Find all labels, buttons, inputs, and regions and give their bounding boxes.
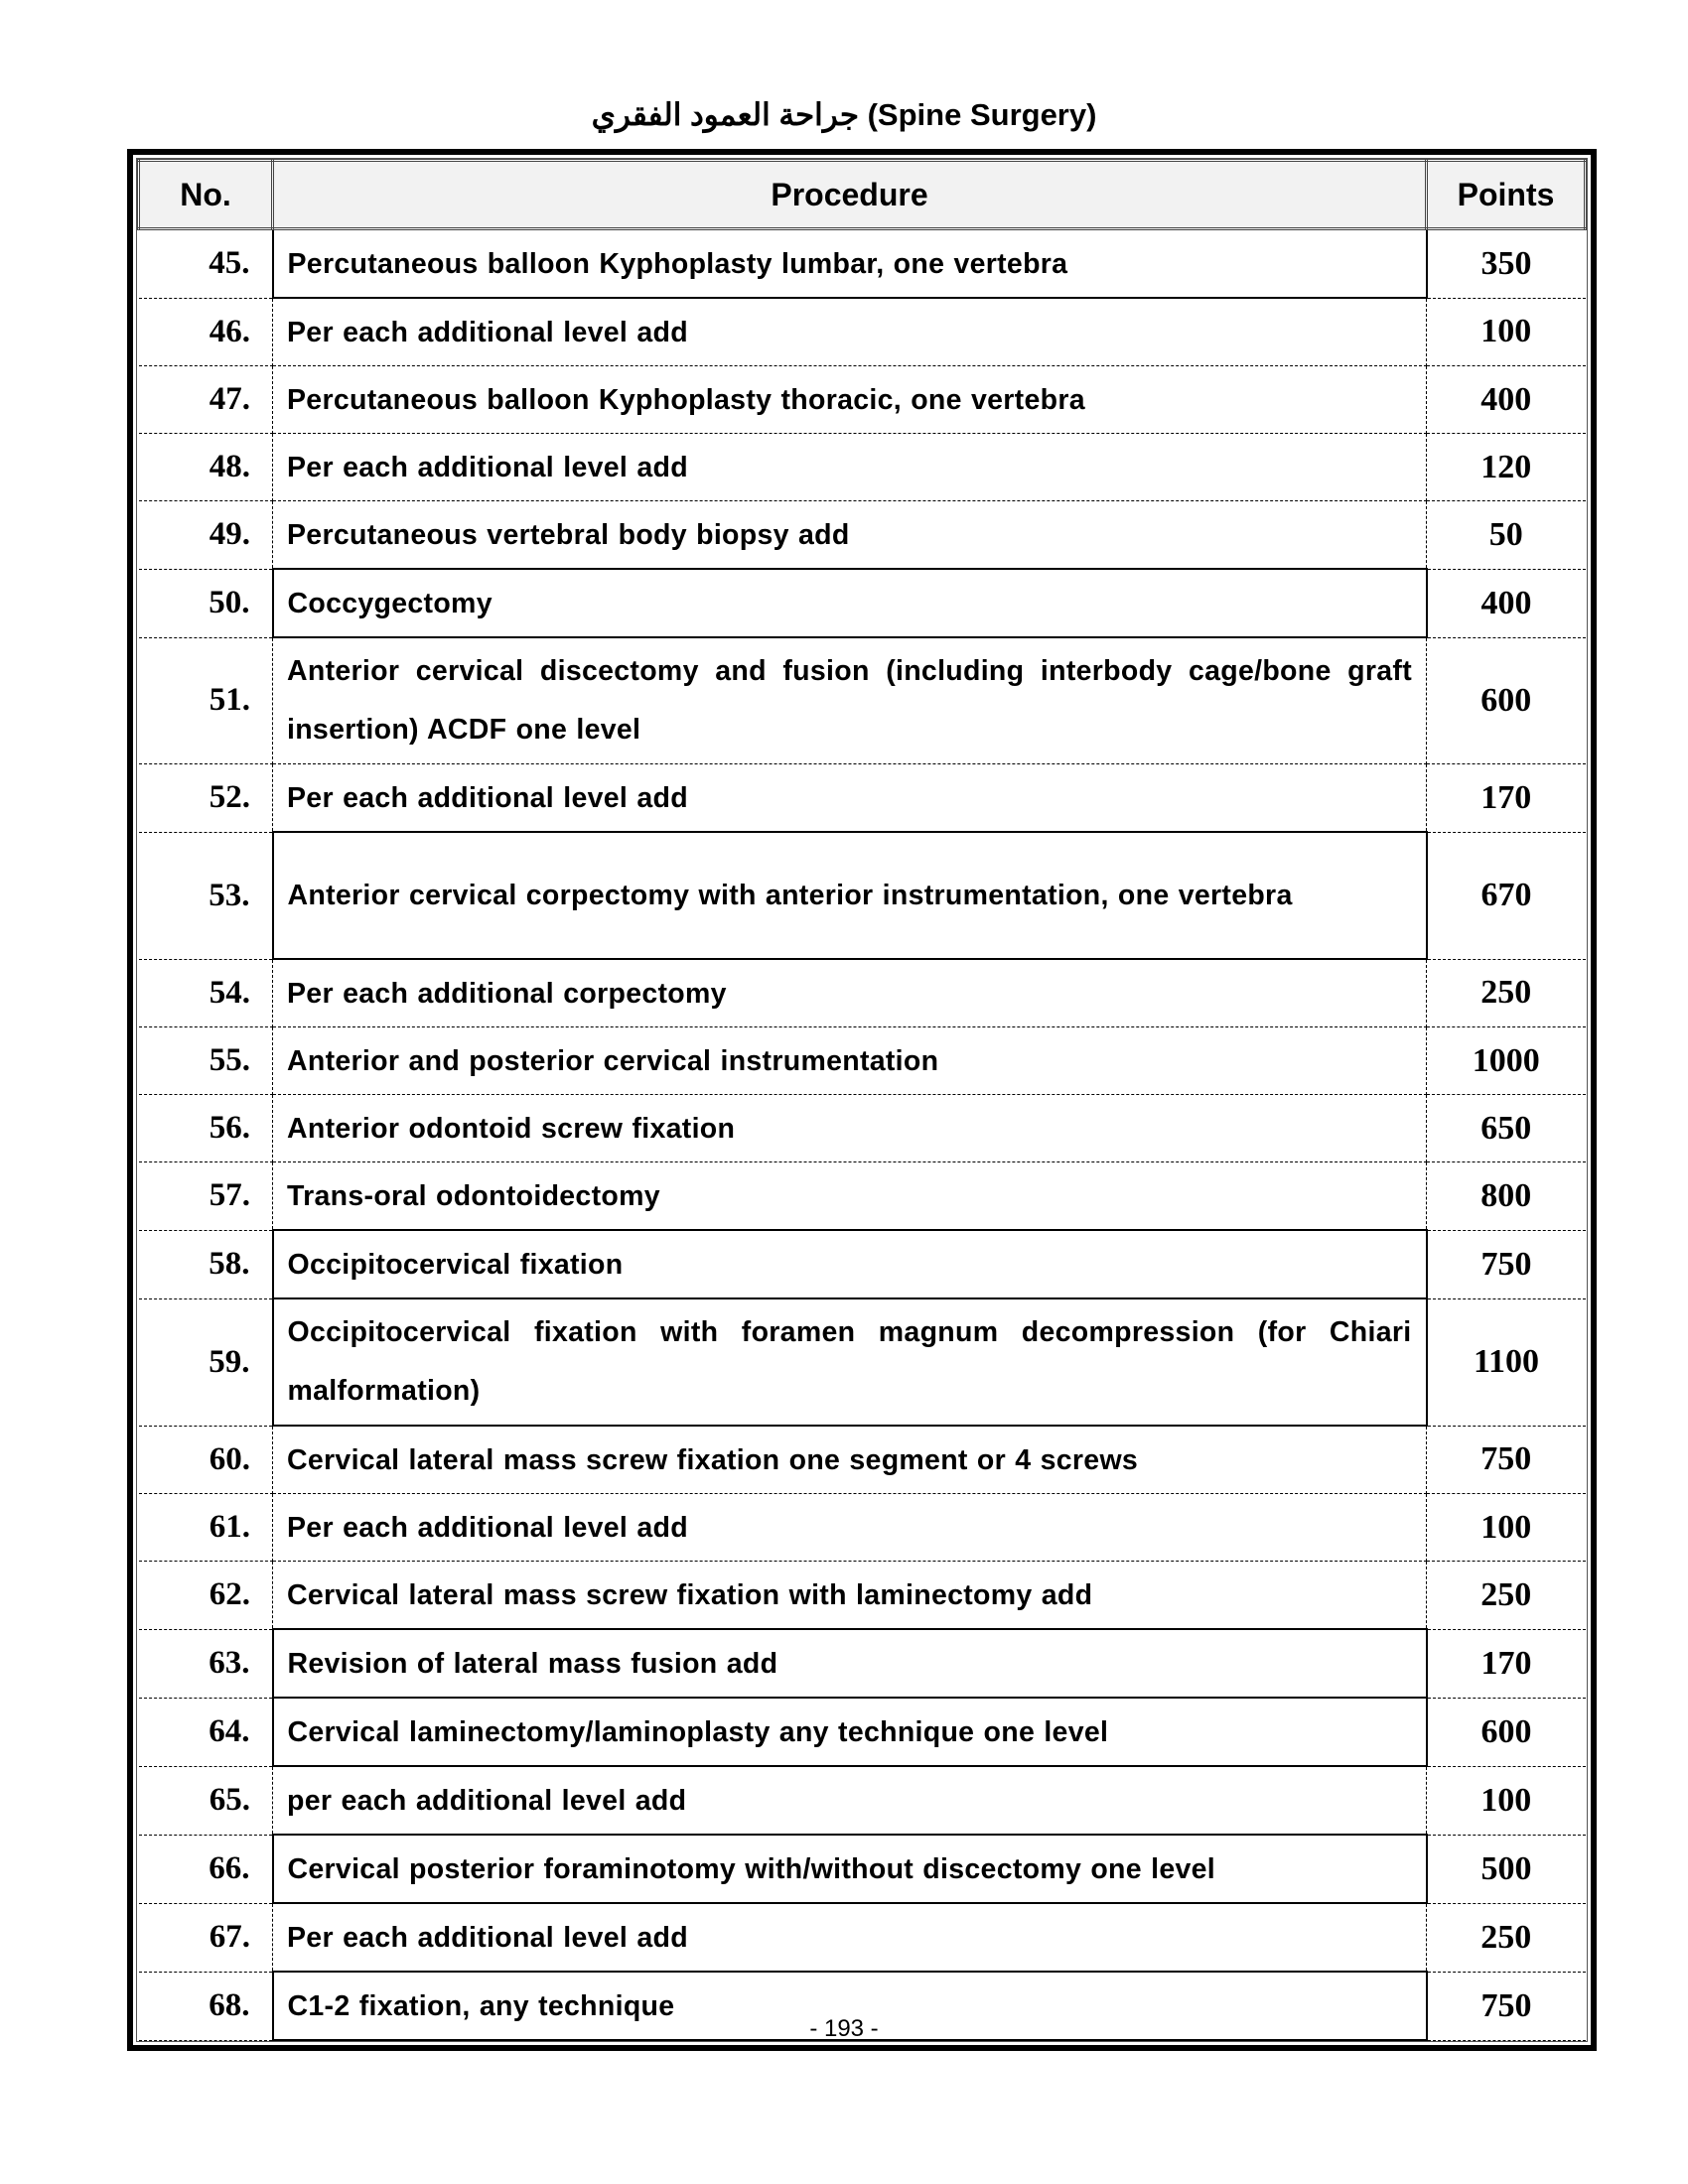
row-number: 53. bbox=[139, 832, 273, 959]
row-procedure: Cervical posterior foraminotomy with/without discectomy one level bbox=[273, 1835, 1427, 1903]
row-points: 750 bbox=[1427, 1972, 1586, 2040]
table-row bbox=[139, 1095, 1586, 1162]
table-row bbox=[139, 1629, 1586, 1698]
table-row bbox=[139, 1298, 1586, 1426]
row-points: 170 bbox=[1427, 1629, 1586, 1698]
row-procedure: Anterior odontoid screw fixation bbox=[273, 1095, 1427, 1162]
procedure-table bbox=[137, 159, 1587, 2041]
row-procedure: Per each additional level add bbox=[273, 298, 1427, 366]
row-number: 46. bbox=[139, 298, 273, 366]
row-number: 67. bbox=[139, 1903, 273, 1972]
row-procedure: Per each additional level add bbox=[273, 434, 1427, 501]
row-procedure: Revision of lateral mass fusion add bbox=[273, 1629, 1427, 1698]
row-number: 45. bbox=[139, 229, 273, 299]
row-points: 800 bbox=[1427, 1162, 1586, 1231]
row-points: 100 bbox=[1427, 1766, 1586, 1835]
table-row bbox=[139, 764, 1586, 833]
table-row bbox=[139, 1766, 1586, 1835]
row-points: 350 bbox=[1427, 229, 1586, 299]
row-number: 52. bbox=[139, 764, 273, 833]
row-number: 61. bbox=[139, 1494, 273, 1562]
row-points: 600 bbox=[1427, 637, 1586, 764]
table-row bbox=[139, 1903, 1586, 1972]
table-row bbox=[139, 366, 1586, 434]
table-row bbox=[139, 1426, 1586, 1494]
row-number: 60. bbox=[139, 1426, 273, 1494]
row-points: 250 bbox=[1427, 1903, 1586, 1972]
table-row bbox=[139, 1162, 1586, 1231]
row-points: 100 bbox=[1427, 1494, 1586, 1562]
row-points: 50 bbox=[1427, 501, 1586, 570]
row-points: 670 bbox=[1427, 832, 1586, 959]
row-procedure: Per each additional corpectomy bbox=[273, 959, 1427, 1027]
table-row bbox=[139, 1027, 1586, 1095]
row-points: 500 bbox=[1427, 1835, 1586, 1903]
row-procedure: Per each additional level add bbox=[273, 1903, 1427, 1972]
row-procedure: Anterior and posterior cervical instrumentation bbox=[273, 1027, 1427, 1095]
row-procedure: Anterior cervical discectomy and fusion (including interbody cage/bone graft insertion) ACDF one level bbox=[273, 637, 1427, 764]
row-points: 170 bbox=[1427, 764, 1586, 833]
table-row bbox=[139, 832, 1586, 959]
row-procedure: Cervical lateral mass screw fixation with laminectomy add bbox=[273, 1562, 1427, 1630]
row-number: 56. bbox=[139, 1095, 273, 1162]
column-header-points: Points bbox=[1427, 161, 1586, 229]
row-points: 750 bbox=[1427, 1426, 1586, 1494]
row-number: 50. bbox=[139, 569, 273, 637]
row-number: 57. bbox=[139, 1162, 273, 1231]
row-number: 68. bbox=[139, 1972, 273, 2040]
row-points: 1000 bbox=[1427, 1027, 1586, 1095]
table-row bbox=[139, 501, 1586, 570]
row-procedure: Percutaneous balloon Kyphoplasty lumbar, one vertebra bbox=[273, 229, 1427, 299]
row-procedure: Percutaneous vertebral body biopsy add bbox=[273, 501, 1427, 570]
row-number: 55. bbox=[139, 1027, 273, 1095]
row-number: 49. bbox=[139, 501, 273, 570]
row-procedure: Occipitocervical fixation with foramen magnum decompression (for Chiari malformation) bbox=[273, 1298, 1427, 1426]
table-header-row bbox=[139, 161, 1586, 229]
row-procedure: Cervical laminectomy/laminoplasty any technique one level bbox=[273, 1698, 1427, 1766]
row-procedure: Coccygectomy bbox=[273, 569, 1427, 637]
row-points: 1100 bbox=[1427, 1298, 1586, 1426]
row-points: 250 bbox=[1427, 1562, 1586, 1630]
table-row bbox=[139, 637, 1586, 764]
table-row bbox=[139, 1698, 1586, 1766]
column-header-no: No. bbox=[139, 161, 273, 229]
row-points: 400 bbox=[1427, 366, 1586, 434]
row-points: 750 bbox=[1427, 1230, 1586, 1298]
row-points: 100 bbox=[1427, 298, 1586, 366]
page-number: - 193 - bbox=[809, 2015, 879, 2042]
row-number: 59. bbox=[139, 1298, 273, 1426]
row-number: 66. bbox=[139, 1835, 273, 1903]
table-row bbox=[139, 229, 1586, 299]
row-number: 62. bbox=[139, 1562, 273, 1630]
table-row bbox=[139, 1494, 1586, 1562]
row-procedure: Anterior cervical corpectomy with anterior instrumentation, one vertebra bbox=[273, 832, 1427, 959]
row-procedure: Per each additional level add bbox=[273, 764, 1427, 833]
page-title: جراحة العمود الفقري (Spine Surgery) bbox=[591, 97, 1097, 132]
row-number: 48. bbox=[139, 434, 273, 501]
row-number: 47. bbox=[139, 366, 273, 434]
row-number: 64. bbox=[139, 1698, 273, 1766]
row-procedure: per each additional level add bbox=[273, 1766, 1427, 1835]
row-points: 120 bbox=[1427, 434, 1586, 501]
row-number: 51. bbox=[139, 637, 273, 764]
row-procedure: Trans-oral odontoidectomy bbox=[273, 1162, 1427, 1231]
row-points: 250 bbox=[1427, 959, 1586, 1027]
table-row bbox=[139, 569, 1586, 637]
row-points: 400 bbox=[1427, 569, 1586, 637]
row-number: 54. bbox=[139, 959, 273, 1027]
row-procedure: C1-2 fixation, any technique bbox=[273, 1972, 1427, 2040]
table-row bbox=[139, 1835, 1586, 1903]
row-points: 650 bbox=[1427, 1095, 1586, 1162]
row-procedure: Occipitocervical fixation bbox=[273, 1230, 1427, 1298]
procedure-table-frame bbox=[127, 149, 1597, 2051]
row-procedure: Percutaneous balloon Kyphoplasty thoracic, one vertebra bbox=[273, 366, 1427, 434]
row-procedure: Per each additional level add bbox=[273, 1494, 1427, 1562]
table-row bbox=[139, 1562, 1586, 1630]
row-number: 65. bbox=[139, 1766, 273, 1835]
table-row bbox=[139, 434, 1586, 501]
row-number: 63. bbox=[139, 1629, 273, 1698]
row-procedure: Cervical lateral mass screw fixation one segment or 4 screws bbox=[273, 1426, 1427, 1494]
table-row bbox=[139, 1230, 1586, 1298]
row-points: 600 bbox=[1427, 1698, 1586, 1766]
row-number: 58. bbox=[139, 1230, 273, 1298]
column-header-procedure: Procedure bbox=[273, 161, 1427, 229]
table-row bbox=[139, 298, 1586, 366]
table-row bbox=[139, 959, 1586, 1027]
